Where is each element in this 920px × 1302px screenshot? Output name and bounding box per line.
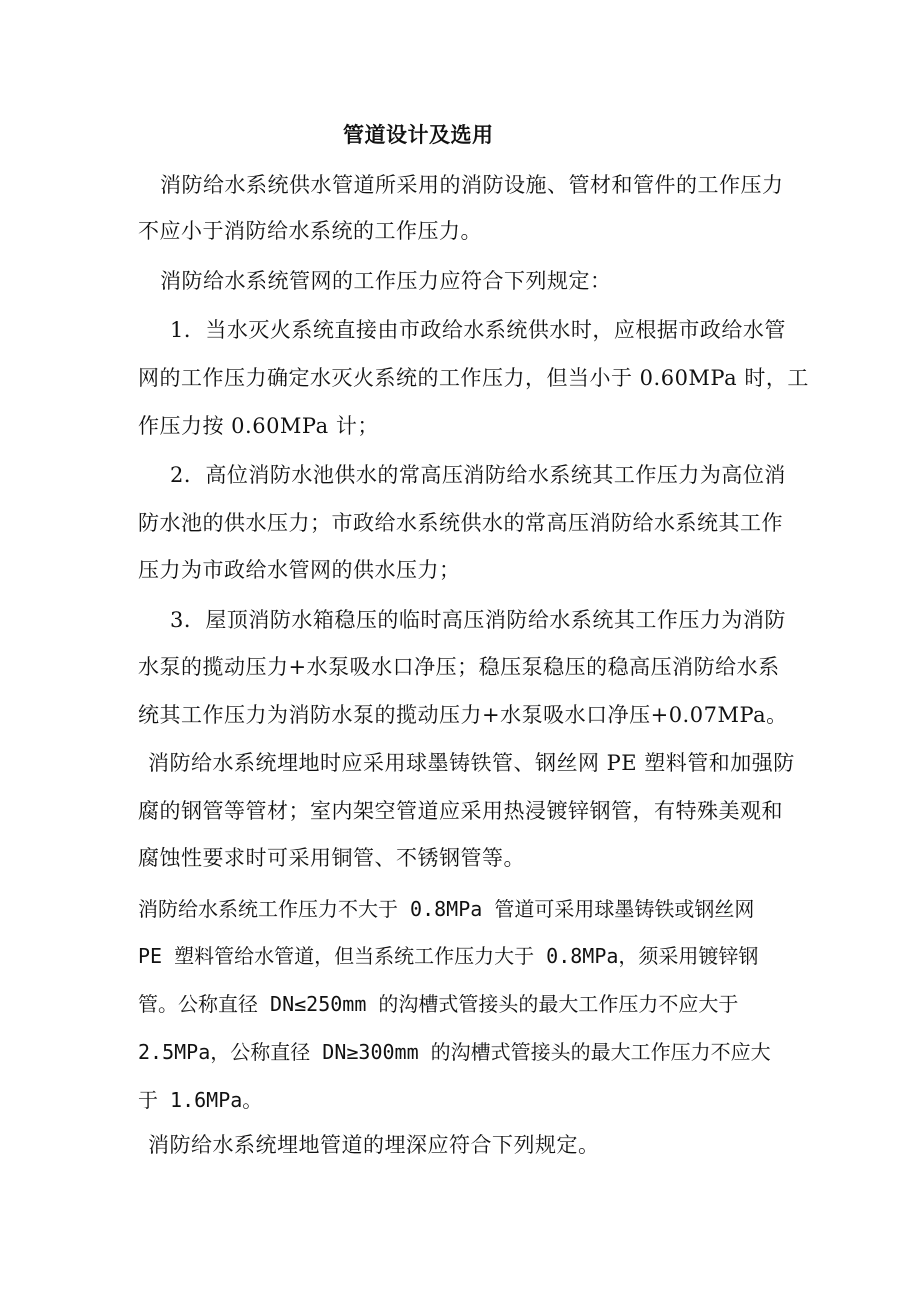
list-item-line: 水泵的揽动压力+水泵吸水口净压；稳压泵稳压的稳高压消防给水系 <box>138 655 780 679</box>
list-item-line: 压力为市政给水管网的供水压力； <box>138 558 461 582</box>
paragraph-line: 2.5MPa，公称直径 DN≥300mm 的沟槽式管接头的最大工作压力不应大 <box>138 1040 771 1064</box>
list-item-line: 作压力按 0.60MPa 计； <box>138 414 379 438</box>
list-item-line: 1．当水灭火系统直接由市政给水系统供水时，应根据市政给水管 <box>170 318 786 342</box>
paragraph-line: 腐的钢管等管材；室内架空管道应采用热浸镀锌钢管，有特殊美观和 <box>138 799 783 823</box>
list-item-line: 网的工作压力确定水灭火系统的工作压力，但当小于 0.60MPa 时，工 <box>138 366 809 390</box>
paragraph-line: 消防给水系统工作压力不大于 0.8MPa 管道可采用球墨铸铁或钢丝网 <box>138 897 755 921</box>
paragraph-line: 管。公称直径 DN≤250mm 的沟槽式管接头的最大工作压力不应大于 <box>138 992 739 1016</box>
list-item-line: 3．屋顶消防水箱稳压的临时高压消防给水系统其工作压力为消防 <box>170 608 786 632</box>
paragraph-line: 消防给水系统埋地管道的埋深应符合下列规定。 <box>148 1133 600 1157</box>
list-item-line: 防水池的供水压力；市政给水系统供水的常高压消防给水系统其工作 <box>138 511 783 535</box>
paragraph-line: 腐蚀性要求时可采用铜管、不锈钢管等。 <box>138 846 525 870</box>
list-item-line: 2．高位消防水池供水的常高压消防给水系统其工作压力为高位消 <box>170 463 786 487</box>
paragraph-line: PE 塑料管给水管道，但当系统工作压力大于 0.8MPa，须采用镀锌钢 <box>138 944 759 968</box>
paragraph-line: 于 1.6MPa。 <box>138 1088 263 1112</box>
paragraph-line: 消防给水系统埋地时应采用球墨铸铁管、钢丝网 PE 塑料管和加强防 <box>148 751 795 775</box>
paragraph-line: 消防给水系统管网的工作压力应符合下列规定： <box>160 269 612 293</box>
paragraph-line: 不应小于消防给水系统的工作压力。 <box>138 219 482 243</box>
list-item-line: 统其工作压力为消防水泵的揽动压力+水泵吸水口净压+0.07MPa。 <box>138 703 788 727</box>
paragraph-line: 消防给水系统供水管道所采用的消防设施、管材和管件的工作压力 <box>160 173 784 197</box>
document-title: 管道设计及选用 <box>343 122 494 147</box>
